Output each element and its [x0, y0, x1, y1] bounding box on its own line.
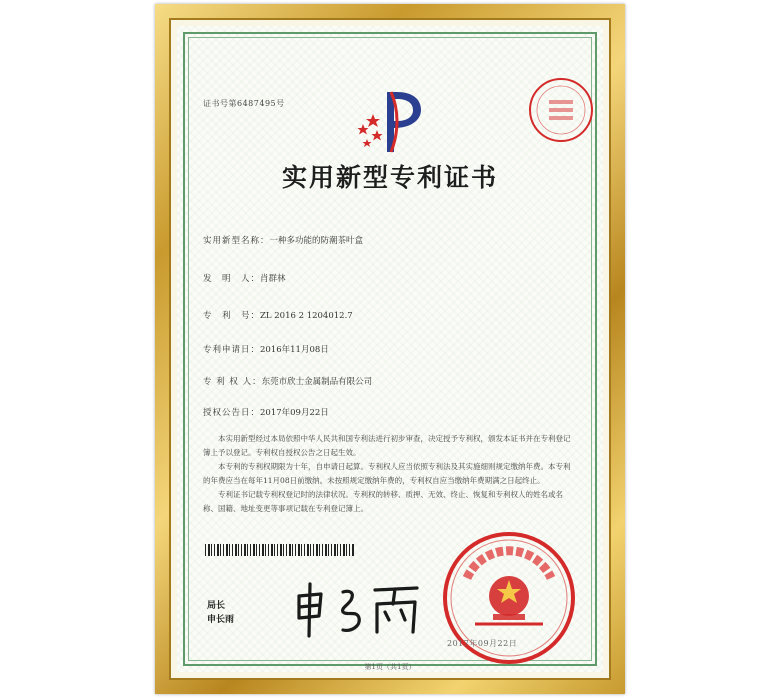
field-label: 实用新型名称： — [203, 236, 270, 246]
field-patentee — [203, 375, 372, 387]
barcode-icon — [205, 544, 355, 556]
body-paragraph: 专利证书记载专利权登记时的法律状况。专利权的转移、质押、无效、终止、恢复和专利权人的姓名或名称、国籍、地址变更等事项记载在专利登记簿上。 — [203, 490, 563, 513]
director-title: 局长 — [207, 601, 226, 611]
field-utility-model-name — [203, 234, 363, 246]
gold-picture-frame — [155, 4, 625, 694]
field-label: 发 明 人： — [203, 274, 261, 284]
field-value: 东莞市欣士金属制品有限公司 — [261, 377, 373, 387]
field-label: 专 利 权 人： — [203, 377, 262, 387]
certificate-number: 证书号第6487495号 — [203, 99, 285, 108]
field-label: 授权公告日： — [203, 408, 261, 418]
field-inventor — [203, 272, 286, 284]
sipo-logo-icon — [347, 84, 437, 156]
certificate-body-text — [203, 432, 577, 516]
field-value: 2016年11月08日 — [260, 345, 329, 355]
field-value: 肖群林 — [260, 274, 286, 284]
patent-certificate — [177, 26, 603, 672]
body-paragraph: 本实用新型经过本局依照中华人民共和国专利法进行初步审查，决定授予专利权，颁发本证书并在专利登记簿上予以登记。专利权自授权公告之日起生效。 — [203, 434, 571, 457]
page-number: 第1页（共1页） — [364, 663, 416, 671]
field-grant-date — [203, 406, 329, 418]
field-patent-number — [203, 309, 353, 321]
body-paragraph: 本专利的专利权期限为十年，自申请日起算。专利权人应当依照专利法及其实施细则规定缴纳年费。本专利的年费应当在每年11月08日前缴纳。未按照规定缴纳年费的，专利权自应当缴纳年费期满之日起终止。 — [203, 462, 571, 485]
field-label: 专利申请日： — [203, 345, 261, 355]
seal-date: 2017年09月22日 — [447, 639, 518, 648]
field-label: 专 利 号： — [203, 311, 261, 321]
field-value: 一种多功能的防潮茶叶盒 — [269, 236, 364, 246]
certificate-title: 实用新型专利证书 — [281, 163, 498, 192]
director-name: 申长雨 — [207, 615, 235, 625]
registration-seal-icon — [527, 76, 595, 144]
director-signature-icon — [285, 574, 445, 644]
frame-mat — [169, 18, 611, 680]
field-value: 2017年09月22日 — [260, 408, 329, 418]
field-value: ZL 2016 2 1204012.7 — [260, 311, 353, 321]
field-application-date — [203, 343, 329, 355]
